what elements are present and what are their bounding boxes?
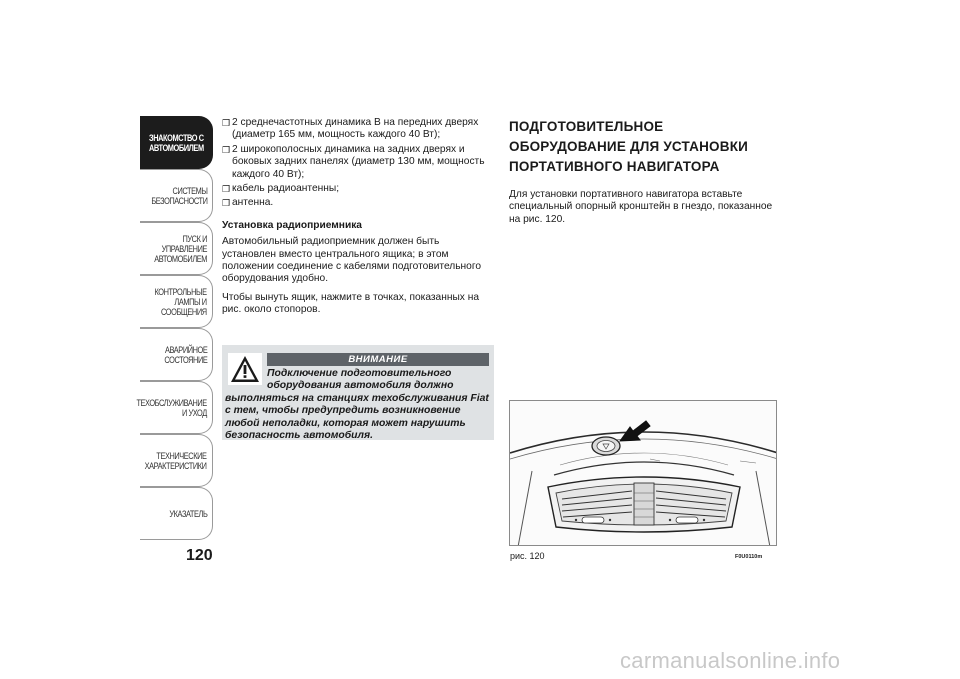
figure-code: F0U0110m — [735, 554, 763, 560]
tab-maintenance[interactable]: ТЕХОБСЛУЖИВАНИЕ И УХОД — [140, 381, 213, 434]
tab-emergency[interactable]: АВАРИЙНОЕ СОСТОЯНИЕ — [140, 328, 213, 381]
figure-caption: рис. 120 — [510, 551, 545, 561]
tab-warning-lights[interactable]: КОНТРОЛЬНЫЕ ЛАМПЫ И СООБЩЕНИЯ — [140, 275, 213, 328]
left-column — [222, 117, 494, 323]
chapter-sidebar — [136, 116, 213, 540]
checkbox-bullet-icon: ❒ — [222, 184, 231, 195]
section-heading: ПОДГОТОВИТЕЛЬНОЕ ОБОРУДОВАНИЕ ДЛЯ УСТАНОВКИ ПОРТАТИВНОГО НАВИГАТОРА — [509, 119, 749, 174]
warning-title: ВНИМАНИЕ — [267, 353, 489, 366]
list-item: ❒ антенна. — [222, 197, 274, 209]
checkbox-bullet-icon: ❒ — [222, 198, 231, 209]
checkbox-bullet-icon: ❒ — [222, 144, 231, 155]
tab-safety[interactable]: СИСТЕМЫ БЕЗОПАСНОСТИ — [140, 169, 213, 222]
section-subheading: Установка радиоприемника — [222, 219, 362, 231]
right-column — [509, 117, 777, 226]
paragraph: Для установки портативного навигатора вставьте специальный опорный кронштейн в гнездо, показанное на рис. 120. — [509, 189, 773, 225]
page-number: 120 — [186, 547, 213, 564]
list-item: ❒ 2 среднечастотных динамика В на передних дверях (диаметр 165 мм, мощность каждого 40 Вт); — [222, 117, 479, 141]
list-item: ❒ кабель радиоантенны; — [222, 183, 340, 195]
paragraph: Автомобильный радиоприемник должен быть установлен вместо центрального ящика; в этом положении соединение с кабелями подготовительного оборудования удобно. — [222, 236, 481, 285]
paragraph: Чтобы вынуть ящик, нажмите в точках, показанных на рис. около стопоров. — [222, 291, 479, 316]
warning-box — [222, 345, 494, 440]
tab-intro[interactable]: ЗНАКОМСТВО С АВТОМОБИЛЕМ — [140, 116, 213, 169]
warning-text: Подключение подготовительного оборудования автомобиля должно выполняться на станциях техобслуживания Fiat с тем, чтобы предупредить возникновение любой неполадки, которая может нарушить безопасность автомобиля. — [225, 368, 489, 442]
tab-driving[interactable]: ПУСК И УПРАВЛЕНИЕ АВТОМОБИЛЕМ — [140, 222, 213, 275]
list-item: ❒ 2 широкополосных динамика на задних дверях и боковых задних панелях (диаметр 130 мм, мощность каждого 40 Вт); — [222, 143, 485, 180]
tab-index[interactable]: УКАЗАТЕЛЬ — [140, 487, 213, 540]
tab-specifications[interactable]: ТЕХНИЧЕСКИЕ ХАРАКТЕРИСТИКИ — [140, 434, 213, 487]
dashboard-illustration — [510, 401, 777, 546]
watermark: carmanualsonline.info — [620, 648, 841, 673]
checkbox-bullet-icon: ❒ — [222, 118, 231, 128]
figure-navigator-mount — [509, 400, 777, 546]
